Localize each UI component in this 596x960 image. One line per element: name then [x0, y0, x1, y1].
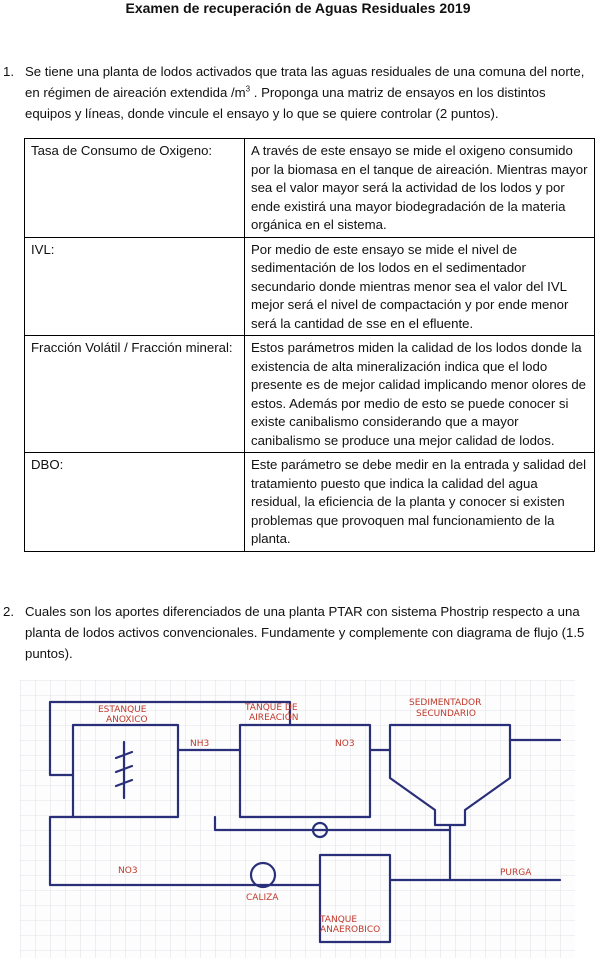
label-purge: PURGA — [500, 868, 532, 878]
question-2-number: 2. — [3, 604, 14, 619]
question-2 — [0, 601, 585, 667]
label-anaerobic-2: ANAEROBICO — [320, 925, 381, 935]
test-matrix-table — [24, 138, 595, 552]
table-row — [25, 453, 595, 552]
flow-diagram-svg — [20, 680, 575, 958]
test-description-cell: Por medio de este ensayo se mide el nivel de sedimentación de los lodos en el sedimentador secundario donde mientras menor sea el valor del IVL mejor será el nivel de compactación y por ende menor será la cantidad de sse en el efluente. — [245, 237, 595, 336]
exam-title: Examen de recuperación de Aguas Residuales 2019 — [125, 0, 471, 16]
label-aeration-1: TANQUE DE — [245, 703, 298, 713]
label-anoxic-2: ANOXICO — [106, 715, 148, 725]
table-row — [25, 237, 595, 336]
question-1-text: Se tiene una planta de lodos activados que trata las aguas residuales de una comuna del norte, en régimen de aireación extendida $/m^3$ . Proponga una matriz de ensayos en los distintos equipos y líneas, donde vincule el ensayo y lo que se quiere controlar (2 puntos). — [25, 64, 585, 121]
label-aeration-2: AIREACIÓN — [249, 713, 299, 723]
test-name-cell: IVL: — [25, 237, 245, 336]
question-1 — [0, 61, 585, 123]
test-description-cell: Este parámetro se debe medir en la entrada y salidad del tratamiento puesto que indica la calidad del agua residual, la eficiencia de la planta y conocer si existen problemas que provoquen mal funcionamiento de la planta. — [245, 453, 595, 552]
question-2-text: Cuales son los aportes diferenciados de una planta PTAR con sistema Phostrip respecto a una planta de lodos activos convencionales. Fundamente y complemente con diagrama de flujo (1.5 puntos). — [25, 604, 585, 661]
table-row — [25, 336, 595, 453]
label-anoxic-1: ESTANQUE — [98, 705, 147, 715]
label-settler-2: SECUNDARIO — [416, 709, 476, 719]
label-nh3: NH3 — [190, 739, 210, 749]
flow-diagram-sketch — [20, 680, 575, 958]
test-description-cell: Estos parámetros miden la calidad de los lodos donde la existencia de alta mineralización indica que el lodo presente es de mejor calidad implicando menor olores de estos. Además por medio de esto se puede conocer si existe canibalismo considerando que a mayor canibalismo se produce una mejor calidad de lodos. — [245, 336, 595, 453]
label-no3-bottom: NO3 — [118, 866, 138, 876]
label-anaerobic-1: TANQUE — [320, 915, 358, 925]
test-name-cell: DBO: — [25, 453, 245, 552]
superscript: 3 — [245, 84, 251, 94]
table-row — [25, 139, 595, 238]
label-lime: CALIZA — [246, 893, 279, 903]
question-1-number: 1. — [3, 64, 14, 79]
test-name-cell: Fracción Volátil / Fracción mineral: — [25, 336, 245, 453]
label-settler-1: SEDIMENTADOR — [409, 698, 482, 708]
test-description-cell: A través de este ensayo se mide el oxigeno consumido por la biomasa en el tanque de aireación. Mientras mayor sea el valor mayor será la actividad de los lodos y por ende existirá una mayor biodegradación de la materia orgánica en el sistema. — [245, 139, 595, 238]
label-no3-top: NO3 — [335, 739, 355, 749]
test-name-cell: Tasa de Consumo de Oxigeno: — [25, 139, 245, 238]
